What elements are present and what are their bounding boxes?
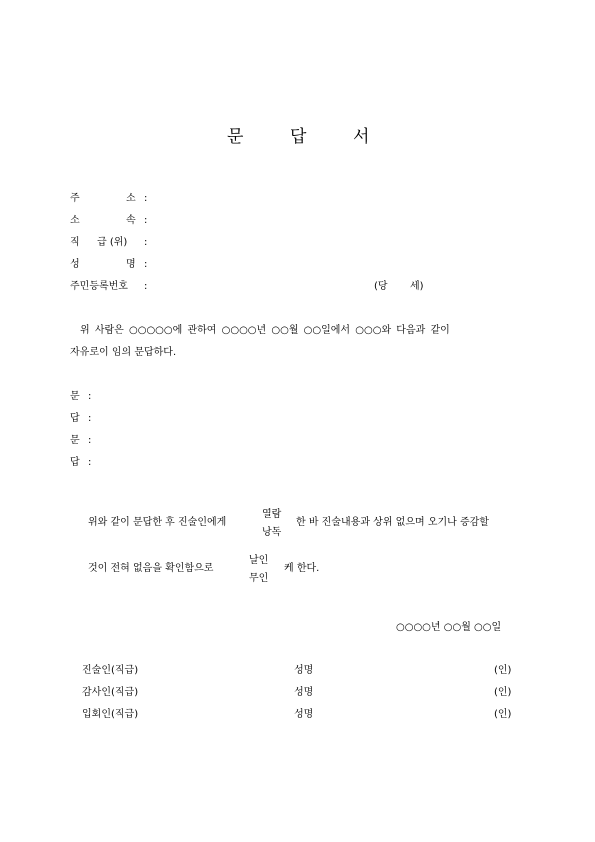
field-name-colon: : <box>144 259 148 270</box>
field-name-label-2: 명 <box>126 259 136 270</box>
signature-name-label: 성명 <box>294 709 314 720</box>
title-char-2: 답 <box>290 127 307 147</box>
field-affiliation-label-1: 소 <box>70 215 80 226</box>
confirm-part-2: 한 바 진술내용과 상위 없으며 오기나 증감할 <box>296 517 489 528</box>
field-resident-number-colon: : <box>144 281 148 292</box>
signature-role: 진술인(직급) <box>82 665 139 676</box>
field-address-colon: : <box>144 193 148 204</box>
signature-seal: (인) <box>494 687 512 698</box>
confirm-part-3: 것이 전혀 없음을 확인함으로 <box>88 563 214 574</box>
field-address-label-2: 소 <box>126 193 136 204</box>
field-resident-number-label: 주민등록번호 <box>70 281 128 292</box>
confirm-option-thumbprint: 무인 <box>249 573 269 584</box>
signature-seal: (인) <box>494 709 512 720</box>
field-affiliation-colon: : <box>144 215 148 226</box>
intro-line-2: 자유로이 임의 문답하다. <box>70 347 177 358</box>
signature-role: 감사인(직급) <box>82 687 139 698</box>
qa-colon-4: : <box>88 457 92 468</box>
qa-label-2: 답 <box>70 413 80 424</box>
signature-name-label: 성명 <box>294 665 314 676</box>
confirm-option-recite: 낭독 <box>262 527 282 538</box>
field-name-label-1: 성 <box>70 259 80 270</box>
qa-label-3: 문 <box>70 435 80 446</box>
qa-colon-2: : <box>88 413 92 424</box>
field-rank-label-2: 급 (위) <box>97 237 128 248</box>
age-open: (당 <box>374 281 388 292</box>
confirm-part-4: 케 한다. <box>284 563 320 574</box>
confirm-part-1: 위와 같이 문답한 후 진술인에게 <box>88 517 227 528</box>
qa-colon-3: : <box>88 435 92 446</box>
age-close: 세) <box>410 281 424 292</box>
title-char-1: 문 <box>227 127 244 147</box>
signature-name-label: 성명 <box>294 687 314 698</box>
qa-label-4: 답 <box>70 457 80 468</box>
field-affiliation-label-2: 속 <box>126 215 136 226</box>
qa-label-1: 문 <box>70 391 80 402</box>
field-address-label-1: 주 <box>70 193 80 204</box>
intro-line-1: 위 사람은 ○○○○○에 관하여 ○○○○년 ○○월 ○○일에서 ○○○와 다음과 같이 <box>80 325 450 336</box>
signature-seal: (인) <box>494 665 512 676</box>
confirm-option-seal: 날인 <box>249 555 269 566</box>
field-rank-colon: : <box>144 237 148 248</box>
field-rank-label-1: 직 <box>70 237 80 248</box>
title-char-3: 서 <box>353 127 370 147</box>
qa-colon-1: : <box>88 391 92 402</box>
signature-role: 입회인(직급) <box>82 709 139 720</box>
confirm-option-read: 열람 <box>262 509 282 520</box>
document-date: ○○○○년 ○○월 ○○일 <box>396 622 502 633</box>
